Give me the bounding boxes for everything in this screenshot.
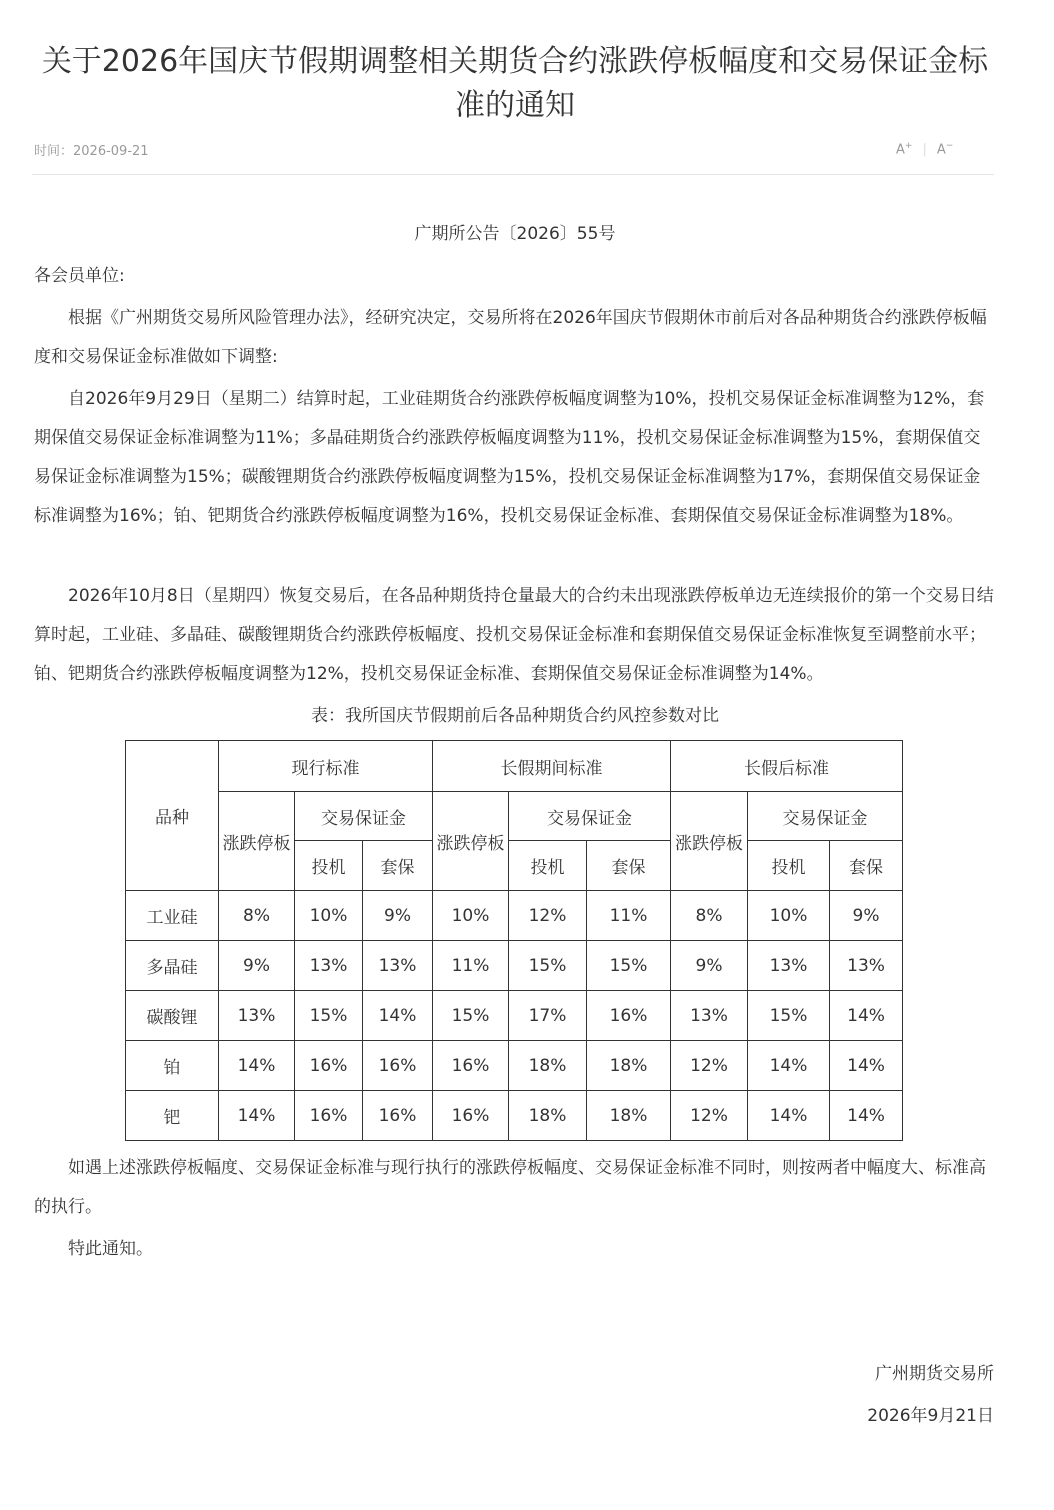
product-cell: 工业硅: [126, 891, 219, 941]
value-cell: 14%: [830, 991, 903, 1041]
header-speculation: 投机: [748, 841, 830, 891]
header-divider: [32, 174, 994, 175]
value-cell: 15%: [509, 941, 587, 991]
publish-time: 时间：2026-09-21: [34, 144, 149, 159]
value-cell: 8%: [671, 891, 748, 941]
value-cell: 13%: [748, 941, 830, 991]
value-cell: 15%: [587, 941, 671, 991]
value-cell: 14%: [219, 1041, 295, 1091]
value-cell: 15%: [433, 991, 509, 1041]
value-cell: 9%: [830, 891, 903, 941]
value-cell: 13%: [295, 941, 363, 991]
value-cell: 13%: [671, 991, 748, 1041]
value-cell: 14%: [830, 1041, 903, 1091]
value-cell: 12%: [671, 1091, 748, 1141]
salutation: 各会员单位:: [34, 266, 125, 286]
value-cell: 8%: [219, 891, 295, 941]
table-row: [126, 891, 903, 941]
table-caption: 表：我所国庆节假期前后各品种期货合约风控参数对比: [311, 706, 719, 726]
value-cell: 18%: [509, 1091, 587, 1141]
product-cell: 碳酸锂: [126, 991, 219, 1041]
value-cell: 11%: [587, 891, 671, 941]
header-speculation: 投机: [509, 841, 587, 891]
value-cell: 12%: [671, 1041, 748, 1091]
product-cell: 铂: [126, 1041, 219, 1091]
value-cell: 13%: [363, 941, 433, 991]
value-cell: 16%: [433, 1091, 509, 1141]
value-cell: 16%: [363, 1091, 433, 1141]
font-increase-button[interactable]: [896, 141, 912, 157]
value-cell: 14%: [219, 1091, 295, 1141]
value-cell: 9%: [219, 941, 295, 991]
closing: 特此通知。: [68, 1239, 153, 1259]
value-cell: 16%: [363, 1041, 433, 1091]
table-row: [126, 991, 903, 1041]
value-cell: 9%: [671, 941, 748, 991]
header-group-after: 长假后标准: [671, 741, 903, 792]
value-cell: 13%: [830, 941, 903, 991]
paragraph-3: 2026年10月8日（星期四）恢复交易后，在各品种期货持仓量最大的合约未出现涨跌停板单边无连续报价的第一个交易日结算时起，工业硅、多晶硅、碳酸锂期货合约涨跌停板幅度、投机交易保证金标准和套期保值交易保证金标准恢复至调整前水平；铂、钯期货合约涨跌停板幅度调整为12%，投机交易保证金标准、套期保值交易保证金标准调整为14%。: [34, 586, 994, 684]
risk-parameter-table: [125, 740, 903, 1141]
header-group-current: 现行标准: [219, 741, 433, 792]
header-speculation: 投机: [295, 841, 363, 891]
value-cell: 10%: [433, 891, 509, 941]
header-margin: 交易保证金: [748, 792, 903, 841]
value-cell: 14%: [363, 991, 433, 1041]
product-cell: 多晶硅: [126, 941, 219, 991]
table-row: [126, 1041, 903, 1091]
signature: 广州期货交易所: [875, 1364, 994, 1384]
value-cell: 16%: [295, 1091, 363, 1141]
table-row: [126, 941, 903, 991]
doc-number: 广期所公告〔2026〕55号: [414, 224, 616, 244]
value-cell: 13%: [219, 991, 295, 1041]
value-cell: 15%: [295, 991, 363, 1041]
value-cell: 16%: [433, 1041, 509, 1091]
header-margin: 交易保证金: [509, 792, 671, 841]
header-limit: 涨跌停板: [671, 792, 748, 891]
minus-mark: −: [945, 141, 954, 151]
table-row: [126, 1091, 903, 1141]
header-hedge: 套保: [587, 841, 671, 891]
value-cell: 17%: [509, 991, 587, 1041]
page-title: 关于2026年国庆节假期调整相关期货合约涨跌停板幅度和交易保证金标准的通知: [41, 44, 989, 123]
product-cell: 钯: [126, 1091, 219, 1141]
value-cell: 12%: [509, 891, 587, 941]
paragraph-2: 自2026年9月29日（星期二）结算时起，工业硅期货合约涨跌停板幅度调整为10%，投机交易保证金标准调整为12%，套期保值交易保证金标准调整为11%；多晶硅期货合约涨跌停板幅度调整为11%，投机交易保证金标准调整为15%，套期保值交易保证金标准调整为15%；碳酸锂期货合约涨跌停板幅度调整为15%，投机交易保证金标准调整为17%，套期保值交易保证金标准调整为16%；铂、钯期货合约涨跌停板幅度调整为16%，投机交易保证金标准、套期保值交易保证金标准调整为18%。: [34, 389, 985, 526]
header-group-holiday: 长假期间标准: [433, 741, 671, 792]
value-cell: 18%: [509, 1041, 587, 1091]
header-margin: 交易保证金: [295, 792, 433, 841]
value-cell: 14%: [830, 1091, 903, 1141]
header-limit: 涨跌停板: [433, 792, 509, 891]
header-limit: 涨跌停板: [219, 792, 295, 891]
header-hedge: 套保: [830, 841, 903, 891]
value-cell: 14%: [748, 1041, 830, 1091]
font-decrease-button[interactable]: [937, 141, 953, 157]
font-decrease-icon: A: [936, 142, 946, 158]
value-cell: 9%: [363, 891, 433, 941]
header-hedge: 套保: [363, 841, 433, 891]
paragraph-1: 根据《广州期货交易所风险管理办法》，经研究决定，交易所将在2026年国庆节假期休市前后对各品种期货合约涨跌停板幅度和交易保证金标准做如下调整:: [34, 308, 987, 367]
value-cell: 16%: [295, 1041, 363, 1091]
divider: |: [922, 141, 927, 157]
header-product: 品种: [126, 741, 219, 891]
value-cell: 18%: [587, 1041, 671, 1091]
value-cell: 14%: [748, 1091, 830, 1141]
paragraph-4: 如遇上述涨跌停板幅度、交易保证金标准与现行执行的涨跌停板幅度、交易保证金标准不同时，则按两者中幅度大、标准高的执行。: [34, 1158, 986, 1217]
value-cell: 16%: [587, 991, 671, 1041]
value-cell: 15%: [748, 991, 830, 1041]
value-cell: 10%: [748, 891, 830, 941]
font-size-tools: [896, 141, 953, 157]
signature-date: 2026年9月21日: [867, 1406, 994, 1426]
plus-mark: +: [904, 141, 913, 151]
value-cell: 18%: [587, 1091, 671, 1141]
value-cell: 10%: [295, 891, 363, 941]
font-increase-icon: A: [896, 142, 905, 158]
value-cell: 11%: [433, 941, 509, 991]
